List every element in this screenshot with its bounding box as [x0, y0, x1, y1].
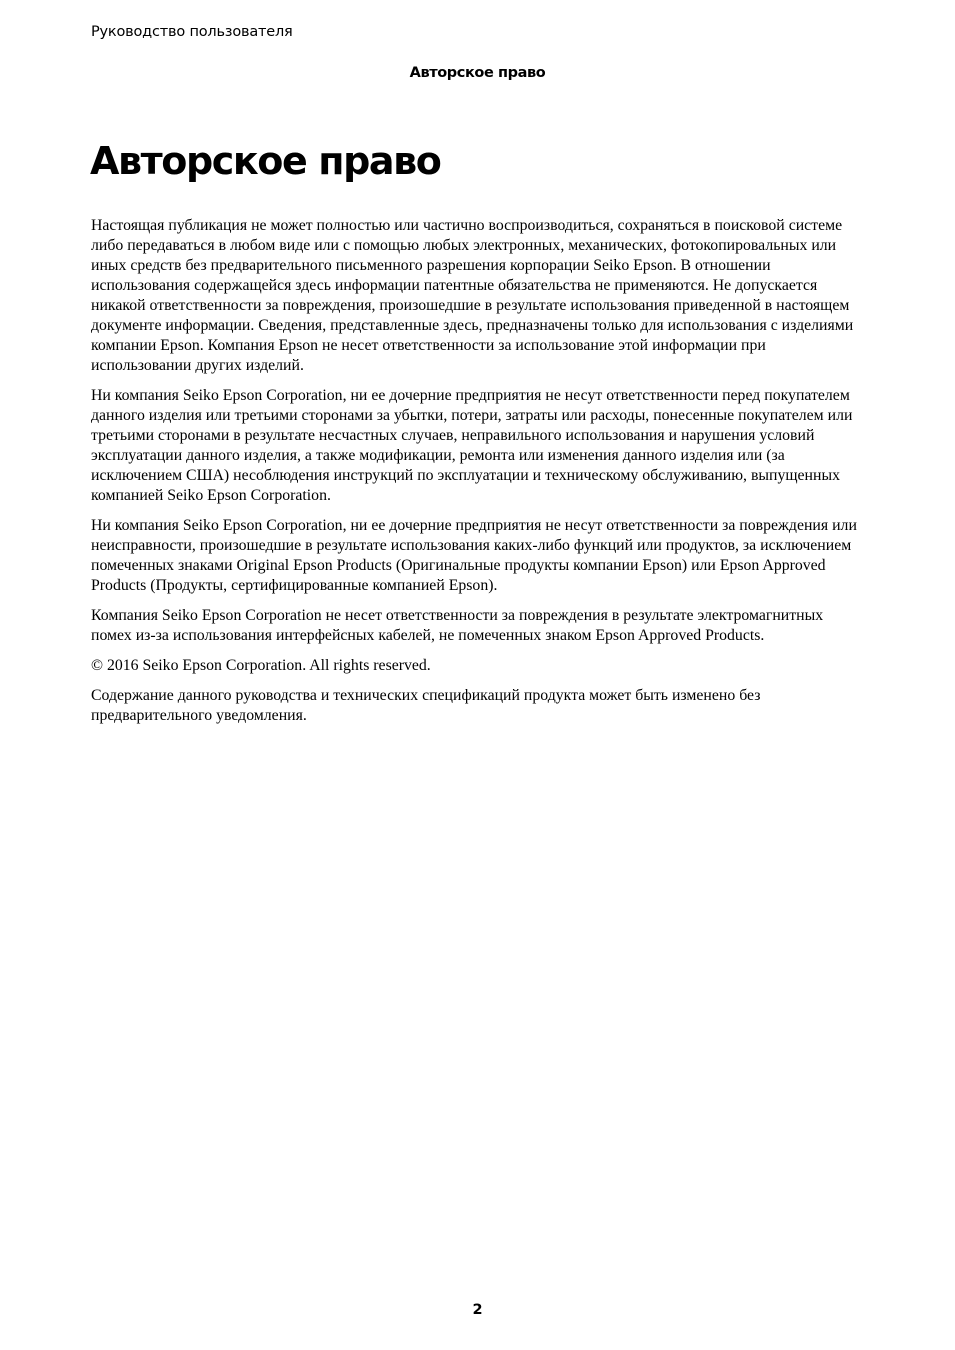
- running-header: Руководство пользователя: [91, 24, 293, 40]
- paragraph-change-notice: Содержание данного руководства и технических спецификаций продукта может быть изменено без предварительного уведомления.: [91, 687, 761, 724]
- paragraph-publication-rights: Настоящая публикация не может полностью или частично воспроизводиться, сохраняться в поисковой системе либо передаваться в любом виде или с помощью любых электронных, механических, фотокопировальных или иных средств без предварительного письменного разрешения корпорации Seiko Epson. В отношении использования содержащейся здесь информации патентные обязательства не применяются. Не допускается никакой ответственности за повреждения, произошедшие в результате использования приведенной в настоящем документе информации. Сведения, представленные здесь, предназначены только для использования с изделиями компании Epson. Компания Epson не несет ответственности за использование этой информации при использовании других изделий.: [91, 217, 854, 374]
- body-text: [91, 216, 861, 736]
- paragraph-emi: Компания Seiko Epson Corporation не несет ответственности за повреждения в результате электромагнитных помех из-за использования интерфейсных кабелей, не помеченных знаком Epson Approved Products.: [91, 607, 824, 644]
- page-title: Авторское право: [90, 139, 441, 183]
- paragraph-liability-options: Ни компания Seiko Epson Corporation, ни ее дочерние предприятия не несут ответственности за повреждения или неисправности, произошедшие в результате использования каких-либо функций или продуктов, за исключением помеченных знаками Original Epson Products (Оригинальные продукты компании Epson) или Epson Approved Products (Продукты, сертифицированные компанией Epson).: [91, 517, 857, 594]
- paragraph-liability-purchaser: Ни компания Seiko Epson Corporation, ни ее дочерние предприятия не несут ответственности перед покупателем данного изделия или третьими сторонами за убытки, потери, затраты или расходы, понесенные покупателем или третьими сторонами в результате несчастных случаев, неправильного использования и нарушения условий эксплуатации данного изделия, а также модификации, ремонта или изменения данного изделия или (за исключением США) несоблюдения инструкций по эксплуатации и техническому обслуживанию, выпущенных компанией Seiko Epson Corporation.: [91, 387, 853, 504]
- page-number: 2: [472, 1302, 483, 1318]
- copyright-notice: © 2016 Seiko Epson Corporation. All rights reserved.: [91, 657, 431, 674]
- section-header: Авторское право: [409, 65, 546, 81]
